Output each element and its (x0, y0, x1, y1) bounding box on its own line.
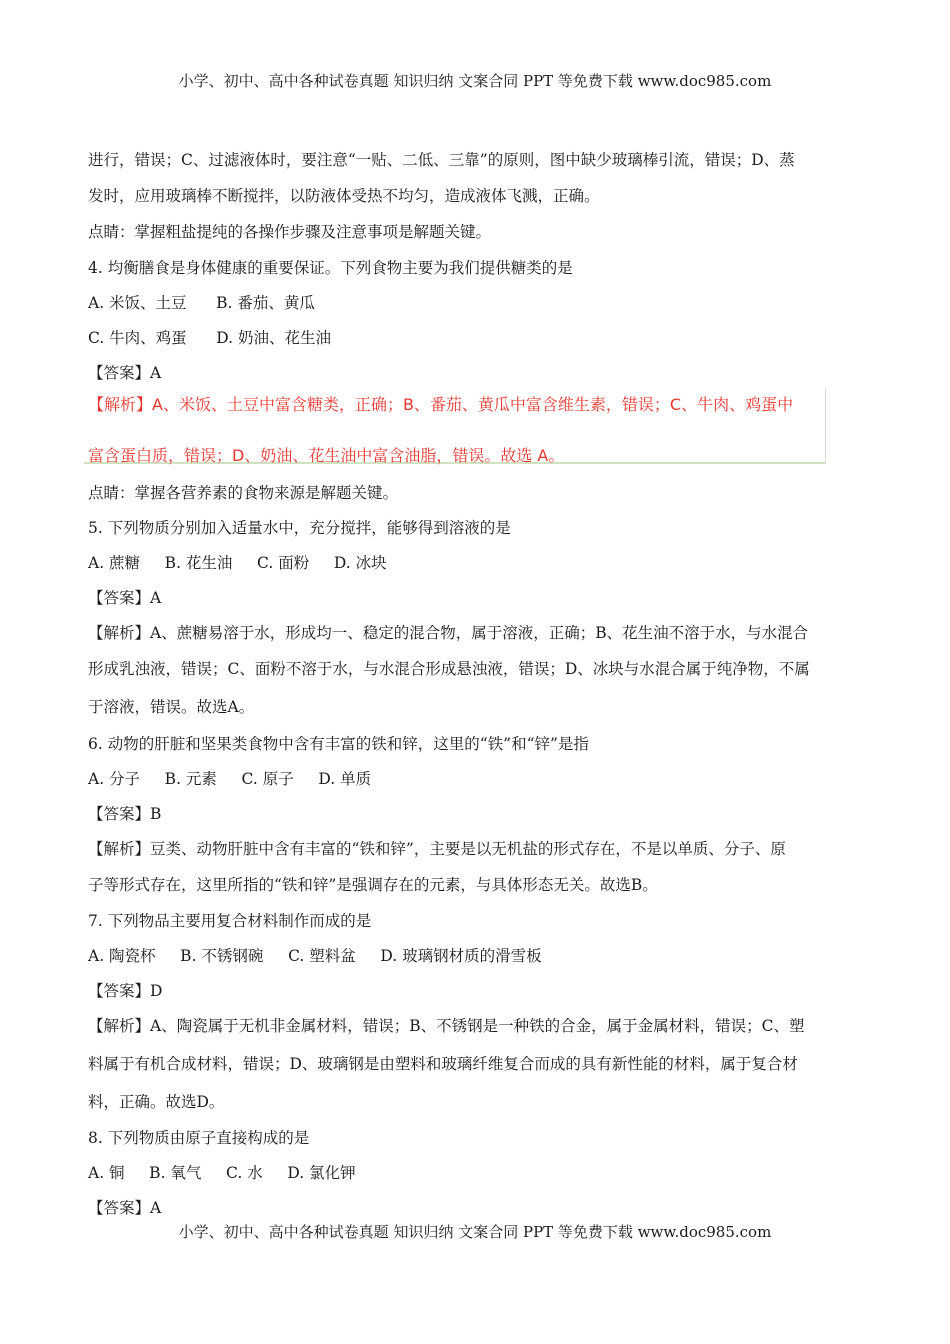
question-4: 4. 均衡膳食是身体健康的重要保证。下列食物主要为我们提供糖类的是 (88, 259, 573, 277)
answer-line: 【答案】B (88, 805, 162, 823)
explanation-line: 于溶液，错误。故选A。 (88, 698, 255, 716)
page-footer: 小学、初中、高中各种试卷真题 知识归纳 文案合同 PPT 等免费下载 www.doc985.com (178, 1223, 772, 1241)
text-line: 进行，错误；C、过滤液体时，要注意“一贴、二低、三靠”的原则，图中缺少玻璃棒引流，错误；D、蒸 (88, 151, 795, 169)
question-7-options: A. 陶瓷杯 B. 不锈钢碗 C. 塑料盆 D. 玻璃钢材质的滑雪板 (88, 947, 542, 965)
text-line: 发时，应用玻璃棒不断搅拌，以防液体受热不均匀，造成液体飞溅，正确。 (88, 187, 600, 205)
question-8: 8. 下列物质由原子直接构成的是 (88, 1129, 310, 1147)
question-8-options: A. 铜 B. 氧气 C. 水 D. 氯化钾 (88, 1164, 356, 1182)
answer-line: 【答案】A (88, 589, 162, 607)
question-5-options: A. 蔗糖 B. 花生油 C. 面粉 D. 冰块 (88, 554, 387, 572)
explanation-line: 子等形式存在，这里所指的“铁和锌”是强调存在的元素，与具体形态无关。故选B。 (88, 876, 658, 894)
question-6-options: A. 分子 B. 元素 C. 原子 D. 单质 (88, 770, 372, 788)
question-6: 6. 动物的肝脏和坚果类食物中含有丰富的铁和锌，这里的“铁”和“锌”是指 (88, 735, 589, 753)
explanation-red: 【解析】A、米饭、土豆中富含糖类，正确；B、番茄、黄瓜中富含维生素，错误；C、牛肉、鸡蛋中 (88, 395, 794, 414)
answer-line: 【答案】A (88, 1199, 162, 1217)
explanation-line: 【解析】豆类、动物肝脏中含有丰富的“铁和锌”，主要是以无机盐的形式存在，不是以单质、分子、原 (88, 840, 786, 858)
tip-line: 点睛：掌握各营养素的食物来源是解题关键。 (88, 484, 399, 502)
explanation-line: 料属于有机合成材料，错误；D、玻璃钢是由塑料和玻璃纤维复合而成的具有新性能的材料，属于复合材 (88, 1055, 798, 1073)
question-5: 5. 下列物质分别加入适量水中，充分搅拌，能够得到溶液的是 (88, 519, 511, 537)
explanation-line: 形成乳浊液，错误；C、面粉不溶于水，与水混合形成悬浊液，错误；D、冰块与水混合属于纯净物，不属 (88, 660, 810, 678)
answer-line: 【答案】D (88, 982, 163, 1000)
explanation-line: 【解析】A、陶瓷属于无机非金属材料，错误；B、不锈钢是一种铁的合金，属于金属材料，错误；C、塑 (88, 1017, 805, 1035)
explanation-red: 富含蛋白质，错误；D、奶油、花生油中富含油脂，错误。故选 A。 (88, 446, 565, 465)
question-4-options: A. 米饭、土豆 B. 番茄、黄瓜 (88, 294, 315, 312)
explanation-line: 料，正确。故选D。 (88, 1093, 225, 1111)
explanation-line: 【解析】A、蔗糖易溶于水，形成均一、稳定的混合物，属于溶液，正确；B、花生油不溶于水，与水混合 (88, 624, 809, 642)
answer-line: 【答案】A (88, 364, 162, 382)
tip-line: 点睛：掌握粗盐提纯的各操作步骤及注意事项是解题关键。 (88, 223, 492, 241)
page-header: 小学、初中、高中各种试卷真题 知识归纳 文案合同 PPT 等免费下载 www.doc985.com (178, 72, 772, 90)
question-7: 7. 下列物品主要用复合材料制作而成的是 (88, 912, 372, 930)
question-4-options: C. 牛肉、鸡蛋 D. 奶油、花生油 (88, 329, 331, 347)
